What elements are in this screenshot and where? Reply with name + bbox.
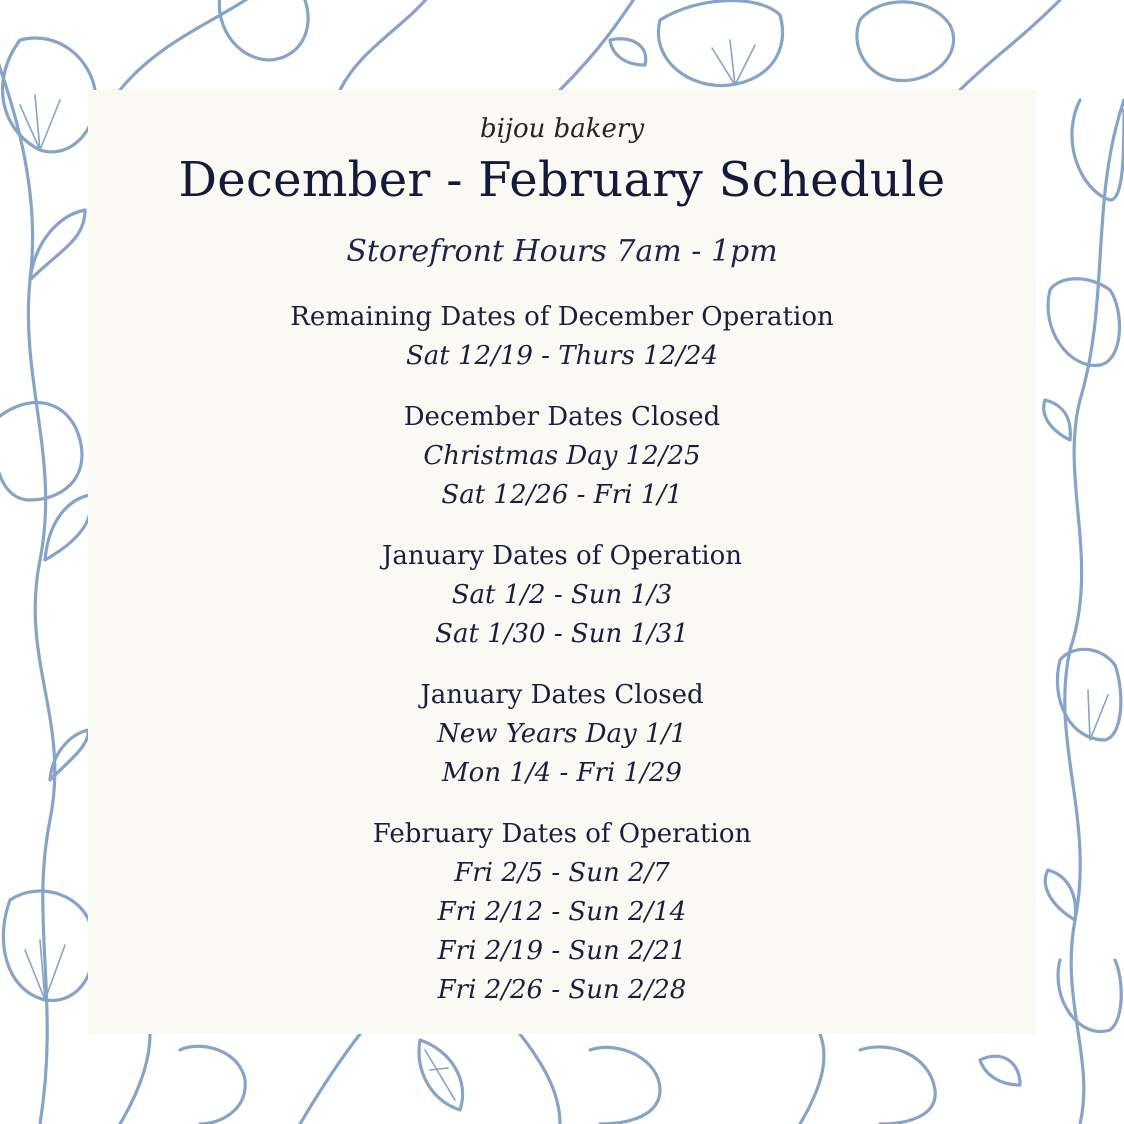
- flower-left-top: [3, 38, 96, 152]
- section-heading: January Dates of Operation: [381, 541, 743, 571]
- section-heading: December Dates Closed: [403, 402, 721, 432]
- stem-top-right: [960, 0, 1060, 90]
- section-heading: February Dates of Operation: [372, 819, 752, 849]
- date-range: Christmas Day 12/25: [423, 441, 701, 471]
- flower-bottom-1: [180, 1046, 245, 1124]
- date-range: Fri 2/12 - Sun 2/14: [437, 897, 687, 927]
- section-january-closed: [88, 676, 1036, 793]
- schedule-panel: [88, 90, 1036, 1034]
- flower-bottom-2: [590, 1047, 660, 1124]
- section-december-closed: [88, 398, 1036, 515]
- section-january-operation: [88, 537, 1036, 654]
- flower-right-bottom: [1058, 960, 1121, 1032]
- section-december-operation: [88, 298, 1036, 376]
- date-range: Sat 1/2 - Sun 1/3: [451, 580, 673, 610]
- leaf-right-2: [1045, 870, 1075, 920]
- date-range: Fri 2/5 - Sun 2/7: [454, 858, 670, 888]
- flower-bottom-3: [860, 1047, 935, 1124]
- section-heading: January Dates Closed: [420, 680, 704, 710]
- flower-top-2: [658, 1, 782, 86]
- page-title: December - February Schedule: [178, 152, 946, 208]
- flower-top-2-veins: [712, 40, 755, 85]
- leaf-top-1: [610, 39, 646, 65]
- stem-top: [120, 0, 640, 90]
- storefront-hours: Storefront Hours 7am - 1pm: [346, 234, 778, 269]
- leaf-bottom-1-veins: [425, 1050, 455, 1100]
- date-range: Mon 1/4 - Fri 1/29: [442, 758, 682, 788]
- date-range: New Years Day 1/1: [437, 719, 687, 749]
- flower-top-3: [857, 2, 954, 81]
- flower-left-bottom: [3, 891, 93, 1000]
- brand-name: bijou bakery: [479, 114, 645, 144]
- date-range: Fri 2/19 - Sun 2/21: [437, 936, 687, 966]
- flower-right-low-veins: [1088, 690, 1108, 740]
- date-range: Fri 2/26 - Sun 2/28: [437, 975, 687, 1005]
- date-range: Sat 12/19 - Thurs 12/24: [405, 341, 719, 371]
- section-february-operation: [88, 815, 1036, 1010]
- flower-right-top: [1072, 100, 1124, 200]
- leaf-left-2: [45, 495, 91, 560]
- stem-bottom: [120, 1034, 824, 1124]
- leaf-left-1: [30, 210, 85, 280]
- schedule-sections: [88, 298, 1036, 1032]
- leaf-right-1: [1044, 400, 1071, 440]
- date-range: Sat 1/30 - Sun 1/31: [435, 619, 689, 649]
- leaf-left-3: [50, 730, 88, 780]
- stem-right: [1065, 100, 1124, 1124]
- flower-left-mid: [0, 403, 82, 500]
- leaf-bottom-2: [980, 1056, 1020, 1085]
- section-heading: Remaining Dates of December Operation: [290, 302, 834, 332]
- date-range: Sat 12/26 - Fri 1/1: [441, 480, 683, 510]
- flower-right-mid: [1048, 279, 1119, 366]
